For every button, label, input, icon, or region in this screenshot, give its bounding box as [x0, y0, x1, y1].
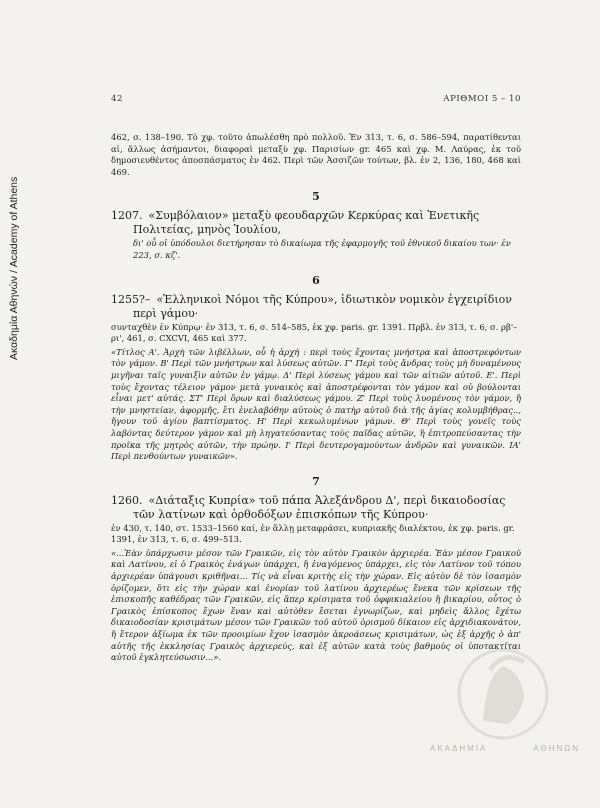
entry-year: 1255?–	[111, 292, 151, 306]
entry-5	[111, 190, 521, 261]
entry-number: 5	[312, 190, 320, 204]
seal-text-left: ΑΚΑΔΗΜΙΑ	[430, 744, 488, 753]
entry-title-text: «Διάταξις Κυπρία» τοῦ πάπα Ἀλεξάνδρου Δ', περὶ δικαιοδοσίας τῶν λατίνων καὶ ὀρθοδόξων ἐπισκόπων τῆς Κύπρου·	[133, 493, 506, 521]
entry-title-text: «Ἑλληνικοὶ Νόμοι τῆς Κύπρου», ἰδιωτικὸν νομικὸν ἐγχειρίδιον περὶ γάμου·	[133, 292, 512, 320]
running-title: ΑΡΙΘΜΟΙ 5 – 10	[443, 94, 521, 104]
entry-quote: «Τίτλος Α'. Ἀρχὴ τῶν λιβέλλων, οὗ ἡ ἀρχή : περὶ τοὺς ἔχοντας μνήστρα καὶ ἀποστρεφόντων τὸν γάμον. Β' Περὶ τῶν μνήστρων καὶ λύσεως αὐτῶν. Γ' Περὶ τοὺς ἄνδρας τοὺς μὴ δυναμένους μιγῆναι ταῖς γυναιξὶν αὐτῶν ἐν γάμῳ. Δ' Περὶ λύσεως γάμου καὶ τῶν αἰτιῶν αὐτοῦ. Ε'. Περὶ τοὺς ἔχοντας τέλειον γάμον μετὰ γυναικὸς καὶ ἀποστρέφονται τὸν γάμον καὶ οὐ βούλονται εἶναι μετ' αὐτάς. ΣΤ' Περὶ ὅρων καὶ διαλύσεως γάμου. Ζ' Περὶ τοὺς λυομένους τὸν γάμον, ἢ τὴν μνηστείαν, ἀφορμῆς, ἔτι ἐνελαβόθην αὐτοὺς ὁ πατὴρ αὐτοῦ διὰ τῆς ἁγίας κολυμβήθρας.., ἤγουν τοῦ ἁγίου βαπτίσματος. Η' Περὶ κεκωλυμένων γάμων. Θ' Περὶ τοὺς γονεῖς τοὺς λαβόντας δεύτερον γάμον καὶ μὴ ληγατεύσαντας τοὺς παῖδας αὐτῶν, ἢ ἐπιτροπεύσαντας τὴν προῖκα τῆς μητρὸς αὐτῶν, τὴν πρώην. Ι' Περὶ δευτερογαμούντων ἀνδρῶν καὶ γυναικῶν. ΙΑ' Περὶ πενθούντων γυναικῶν».	[111, 346, 521, 462]
entry-6	[111, 274, 521, 463]
page-header	[111, 94, 521, 104]
entry-subtitle: δι' οὗ οἱ ὑπόδουλοι διετήρησαν τὸ δικαίωμα τῆς ἐφαρμογῆς τοῦ ἐθνικοῦ δικαίου των· ἐν 223, σ. κζ'.	[133, 238, 511, 260]
academy-seal-watermark-icon	[428, 636, 578, 776]
page-number: 42	[111, 94, 123, 104]
entry-subtitle: ἐν 430, τ. 140, στ. 1533–1560 καί, ἐν ἄλλῃ μεταφράσει, κυπριακῆς διαλέκτου, ἐκ χφ. paris. gr. 1391, ἐν 313, τ. 6, σ. 499–513.	[111, 522, 515, 545]
seal-watermark-text	[430, 744, 580, 753]
entry-subtitle: συνταχθὲν ἐν Κύπρῳ· ἐν 313, τ. 6, σ. 514–585, ἐκ χφ. paris. gr. 1391. Πρβλ. ἐν 313, τ. 6, σ. ρβ'–ρι', 461, σ. CXCVI, 465 καὶ 377.	[111, 321, 518, 344]
intro-paragraph: 462, σ. 138–190. Τὸ χφ. τοῦτο ἀπωλέσθη πρὸ πολλοῦ. Ἐν 313, τ. 6, σ. 586–594, παρατίθενται αἱ, ἄλλως ἀσήμαντοι, διαφοραὶ μεταξὺ χφ. Παρισίων gr. 465 καὶ χφ. Μ. Λαύρας, ἐκ τοῦ δημοσιευθέντος ἀποσπάσματος ἐν 462. Περὶ τῶν Ἀσσιζῶν τούτων, βλ. ἐν 2, 136, 180, 468 καὶ 469.	[111, 132, 521, 177]
entry-title	[111, 494, 521, 522]
entry-number: 7	[312, 474, 320, 488]
archive-side-label: Ακαδημία Αθηνών / Academy of Athens	[8, 176, 20, 360]
entry-quote: «...Ἐὰν ὑπάρχωσιν μέσον τῶν Γραικῶν, εἰς τὸν αὐτὸν Γραικὸν ἀρχιερέα. Ἐὰν μέσον Γραικοῦ καὶ Λατίνου, εἰ ὁ Γραικὸς ἐνάγων ὑπάρχει, ἢ ἐναγόμενος ὑπάρχει, εἰς τὸν Λατίνον τοῦ τόπου ἀρχιερέαν ὑπάγουσι κριθῆναι... Τίς νὰ εἶναι κριτὴς εἰς τὴν χώραν. Εἰς αὐτὸν δὲ τὸν ἰσασμὸν ὁρίζομεν, ὅτι εἰς τὴν χώραν καὶ ἐνορίαν τοῦ λατίνου ἀρχιερέως ἕνεκα τῶν κρίσεων τῆς ἐπισκοπῆς καθέδρας τῶν Γραικῶν, εἰς ἅπερ κρίσιματα τοῦ ὀφφικιαλείου ἢ βικαρίου, οὗτος ὁ Γραικὸς ἐπίσκοπος ἔχων ἕναν καὶ αὐτὸθεν ἔσεται ἐγνωρίζων, καὶ μηδεὶς ἄλλος ἔχέτω δικαιοδοσίαν κρισιμάτων μέσον τῶν Γραικῶν τοῦ αὐτοῦ ὁρισμοῦ δίκαιον εἰς ἀρχιδιακονάτον, ἢ ἕτερον ἀξίωμα ἐκ τῶν προοιμίων ἔχον ἰσασμὸν ἀκροάσεως κρισιμάτων, ὡς ἐξ ἀρχῆς ὁ ἀπ' αὐτῆς τῆς ἐκκλησίας Γραικὸς ἀρχιερεύς, καὶ ἐξ αὐτῶν κατὰ τοὺς βαθμοὺς οἱ ὑποτακτῖται αὐτοῦ ἐγκλητεύσωσιν...».	[111, 547, 521, 663]
entry-year: 1260.	[111, 493, 143, 507]
seal-text-right: ΑΘΗΝΩΝ	[533, 744, 580, 753]
entry-title-text: «Συμβόλαιον» μεταξὺ φεουδαρχῶν Κερκύρας καὶ Ἐνετικῆς Πολιτείας, μηνὸς Ἰουλίου,	[133, 209, 480, 237]
entry-title	[111, 209, 521, 237]
entry-title	[111, 293, 521, 321]
page-content	[111, 94, 521, 664]
entry-year: 1207.	[111, 209, 143, 223]
entry-number: 6	[312, 273, 320, 287]
